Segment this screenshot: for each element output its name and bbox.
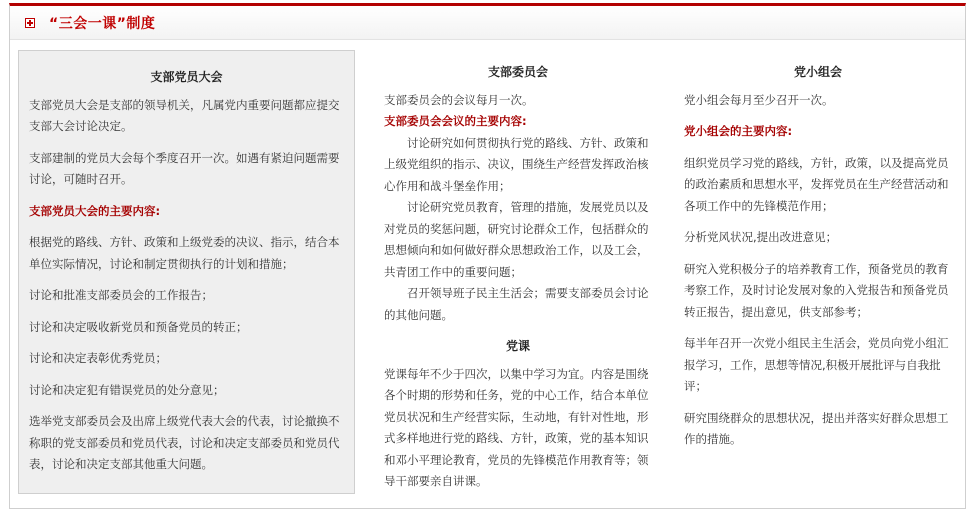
list-item: 讨论和决定犯有错误党员的处分意见；: [29, 382, 225, 397]
branch-congress-intro: 支部党员大会是支部的领导机关，凡属党内重要问题都应提交支部大会讨论决定。: [29, 97, 340, 133]
branch-congress-content-heading: 支部党员大会的主要内容:: [29, 203, 161, 218]
list-item: 组织党员学习党的路线，方针，政策，以及提高党员的政治素质和思想水平，发挥党员在生产经营活动和各项工作中的先锋模范作用；: [684, 155, 949, 213]
party-group-schedule: 党小组会每月至少召开一次。: [684, 92, 834, 107]
list-item: 讨论和批准支部委员会的工作报告；: [29, 288, 213, 302]
panel-title: “三会一课”制度: [49, 15, 156, 32]
panel-header: [10, 6, 965, 40]
list-item: 分析党风状况,提出改进意见；: [684, 230, 838, 244]
list-item: 讨论和决定表彰优秀党员；: [29, 351, 167, 365]
list-item: 根据党的路线、方针、政策和上级党委的决议、指示，结合本单位实际情况，讨论和制定贯彻执行的计划和措施；: [29, 235, 340, 271]
expand-plus-icon[interactable]: [25, 18, 35, 28]
party-group-content-heading: 党小组会的主要内容:: [684, 124, 793, 138]
branch-congress-schedule: 支部建制的党员大会每个季度召开一次。如遇有紧迫问题需要讨论，可随时召开。: [29, 150, 340, 186]
branch-committee-content-heading: 支部委员会会议的主要内容:: [384, 114, 527, 128]
party-lesson-title: 党课: [505, 339, 530, 353]
list-item: 研究入党积极分子的培养教育工作，预备党员的教育考察工作，及时讨论发展对象的入党报告和预备党员转正报告，提出意见，供支部参考；: [684, 261, 949, 319]
branch-congress-column: [18, 50, 355, 494]
list-item: 选举党支部委员会及出席上级党代表大会的代表，讨论撤换不称职的党支部委员和党员代表，讨论和决定支部委员和党员代表，讨论和决定支部其他重大问题。: [29, 414, 340, 471]
branch-congress-title: 支部党员大会: [150, 70, 223, 84]
branch-committee-schedule: 支部委员会的会议每月一次。: [384, 92, 534, 107]
list-item: 每半年召开一次党小组民主生活会，党员向党小组汇报学习，工作，思想等情况,积极开展批评与自我批评；: [684, 336, 949, 393]
list-item: 讨论和决定吸收新党员和预备党员的转正；: [29, 319, 248, 334]
party-group-column: [684, 62, 952, 461]
committee-paragraph: 讨论研究如何贯彻执行党的路线、方针、政策和上级党组织的指示、决议，围绕生产经营发挥政治核心作用和战斗堡垒作用；: [384, 135, 649, 193]
branch-committee-title: 支部委员会: [487, 65, 548, 79]
party-group-title: 党小组会: [793, 65, 842, 79]
party-lesson-text: 党课每年不少于四次，以集中学习为宜。内容是围绕各个时期的形势和任务，党的中心工作，结合本单位党员状况和生产经营实际，生动地，有针对性地，形式多样地进行党的路线、方针，政策，党的基本知识和邓小平理论教育，党员的先锋模范作用教育等；领导干部要亲自讲课。: [384, 366, 649, 488]
committee-paragraph: 召开领导班子民主生活会；需要支部委员会讨论的其他问题。: [384, 286, 649, 322]
committee-paragraph: 讨论研究党员教育，管理的措施，发展党员以及对党员的奖惩问题，研究讨论群众工作，包括群众的思想倾向和如何做好群众思想政治工作，以及工会，共青团工作中的重要问题；: [384, 200, 649, 279]
branch-committee-column: [384, 62, 652, 493]
list-item: 研究围绕群众的思想状况，提出并落实好群众思想工作的措施。: [684, 410, 949, 446]
